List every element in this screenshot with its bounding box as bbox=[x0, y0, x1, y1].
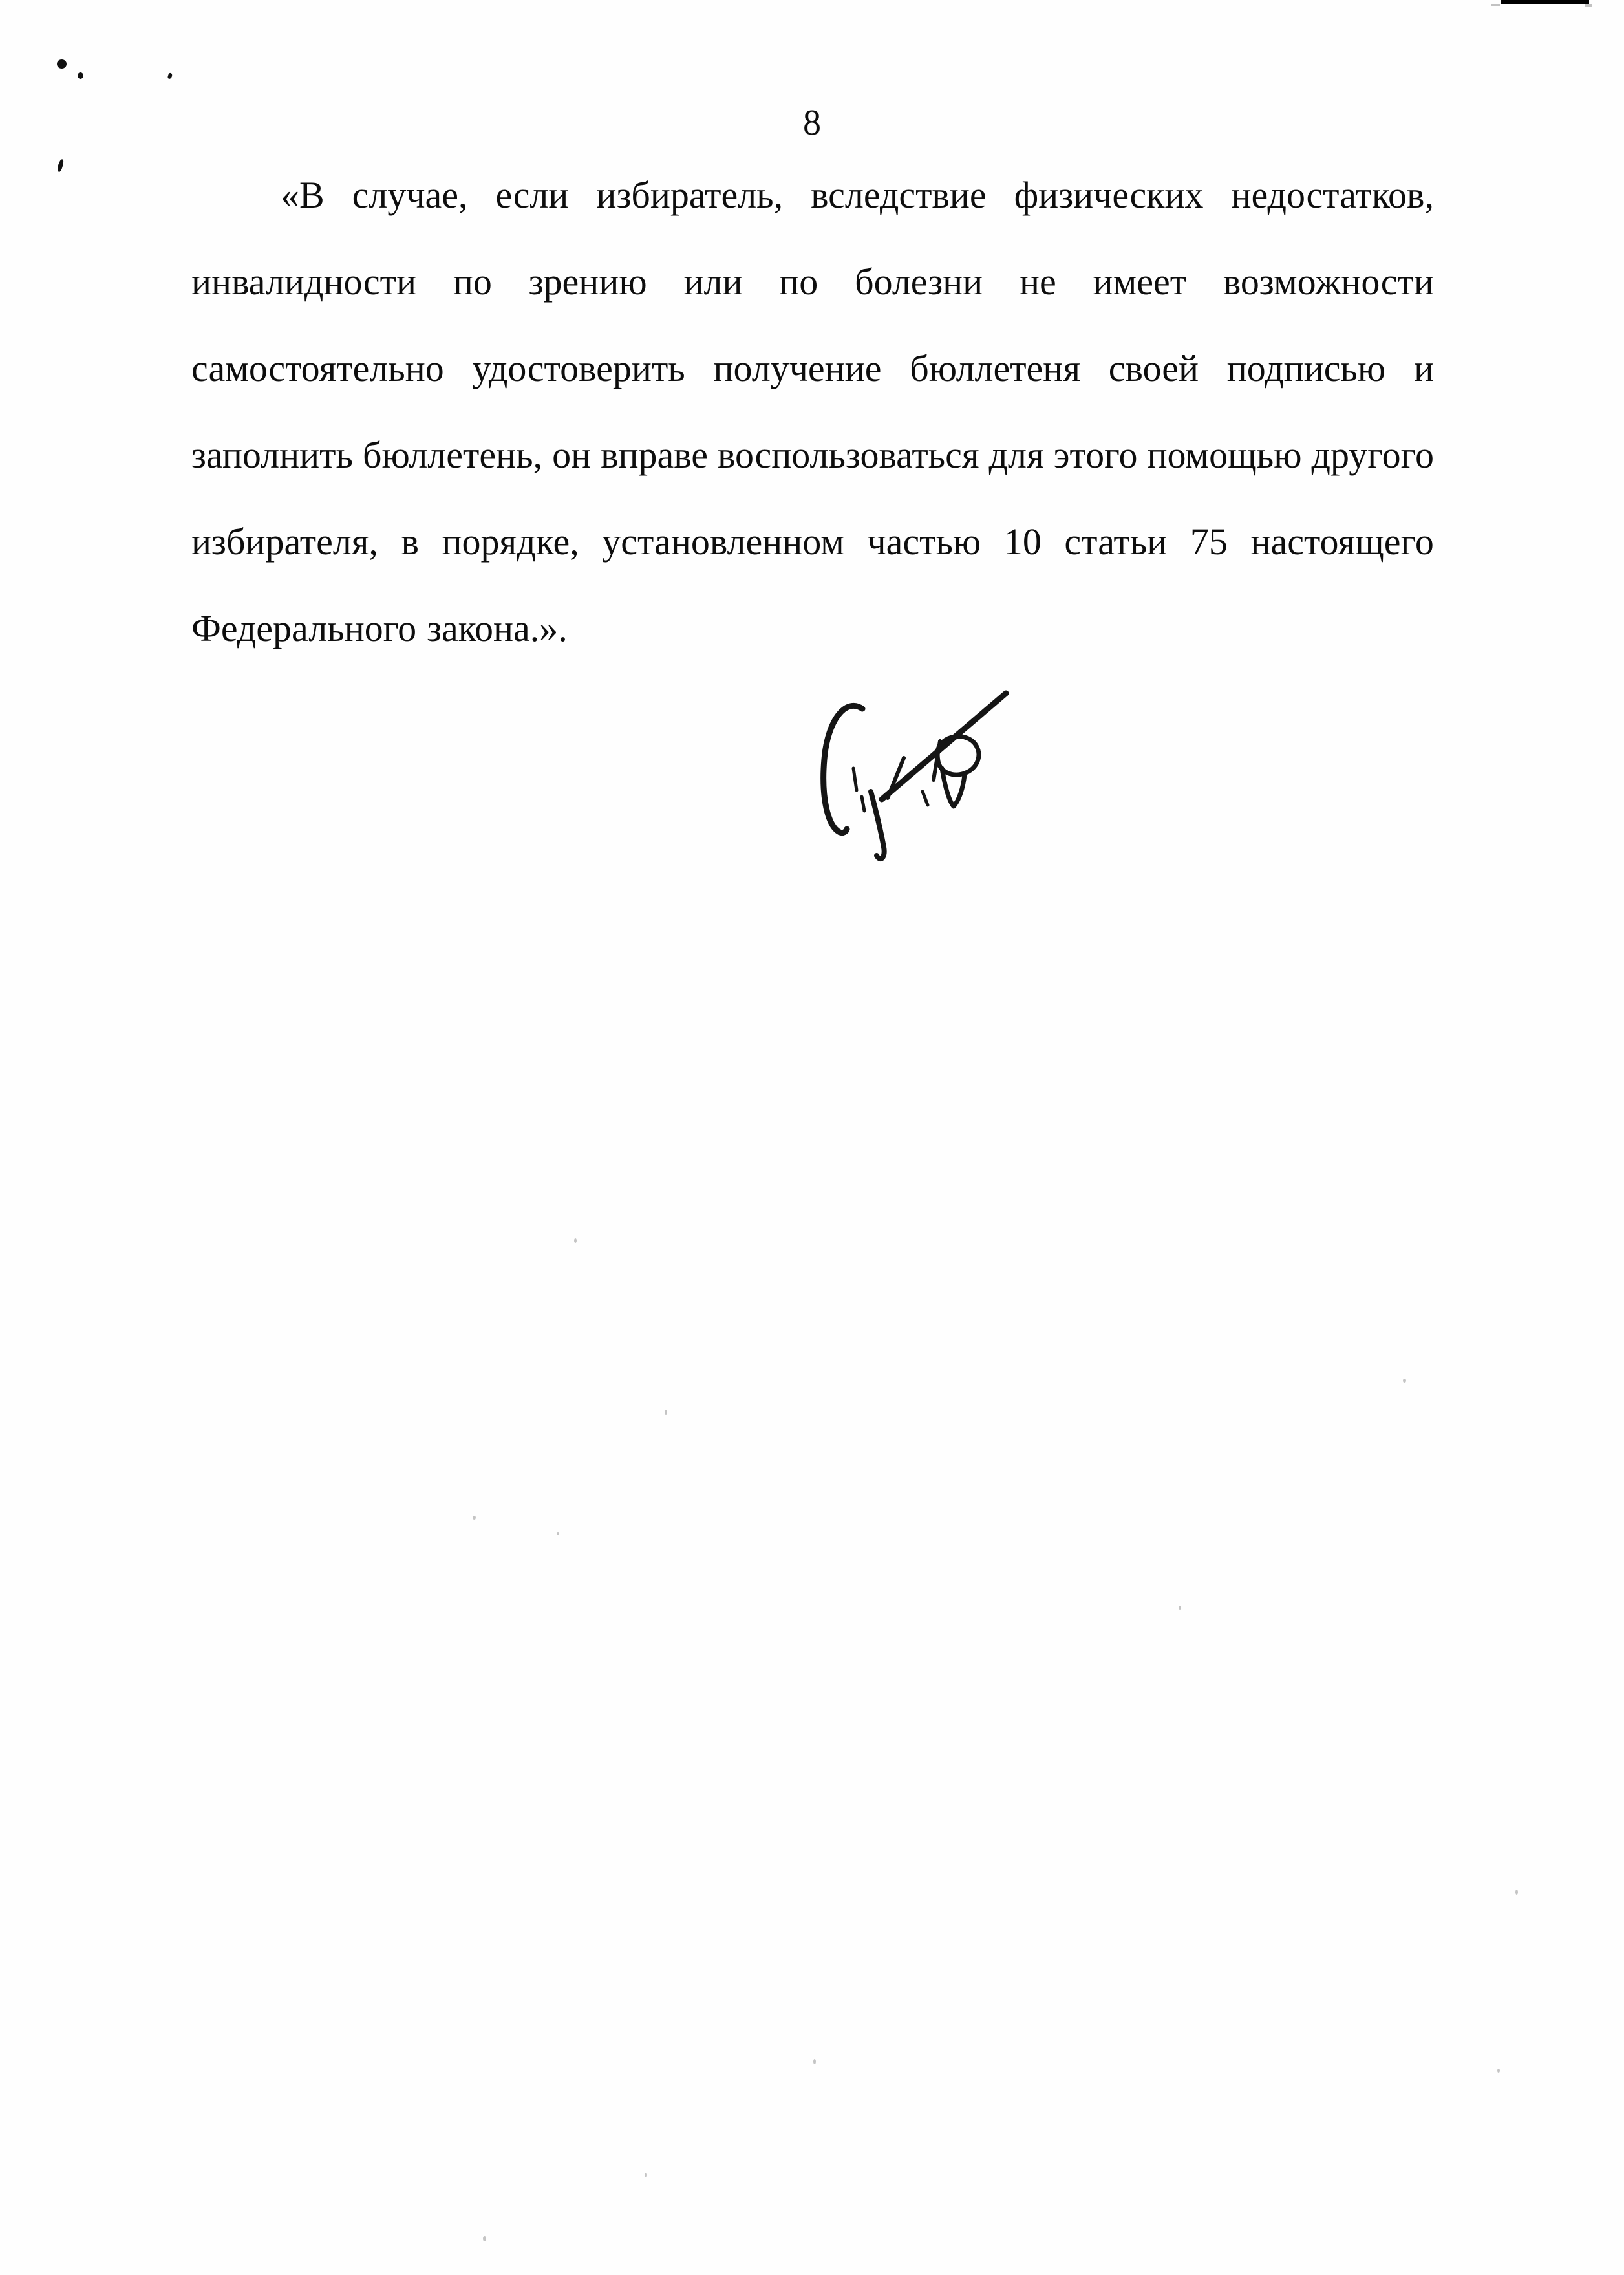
scan-speck bbox=[1403, 1379, 1406, 1383]
word: заполнить bbox=[191, 434, 353, 476]
word: закона.». bbox=[427, 607, 568, 649]
word: возможности bbox=[1223, 261, 1434, 303]
scan-speck bbox=[813, 2059, 816, 2064]
word: избирателя, bbox=[191, 521, 378, 563]
word: для bbox=[988, 434, 1044, 476]
word: вправе bbox=[601, 434, 709, 476]
scan-speck bbox=[645, 2173, 647, 2177]
word: статьи bbox=[1064, 521, 1168, 563]
word: 75 bbox=[1190, 521, 1228, 563]
word: и bbox=[1413, 347, 1434, 389]
paragraph-line bbox=[191, 387, 1434, 474]
word: имеет bbox=[1093, 261, 1187, 303]
signature-drawing bbox=[795, 683, 1015, 877]
word: зрению bbox=[528, 261, 647, 303]
word: если bbox=[495, 174, 569, 216]
word: вследствие bbox=[811, 174, 987, 216]
word: частью bbox=[867, 521, 981, 563]
word: своей bbox=[1108, 347, 1199, 389]
word: 10 bbox=[1003, 521, 1042, 563]
scan-artifact-bar bbox=[1501, 0, 1589, 4]
word: Федерального bbox=[191, 607, 417, 649]
paragraph-line bbox=[191, 474, 1434, 561]
word: удостоверить bbox=[472, 347, 685, 389]
scan-speck bbox=[473, 1516, 476, 1520]
word: он bbox=[552, 434, 592, 476]
word: болезни bbox=[855, 261, 983, 303]
word: бюллетеня bbox=[910, 347, 1081, 389]
page-number: 8 bbox=[803, 103, 821, 143]
word: недостатков, bbox=[1231, 174, 1434, 216]
word: самостоятельно bbox=[191, 347, 444, 389]
paragraph-line bbox=[191, 127, 1434, 214]
handwritten-signature bbox=[795, 683, 1015, 877]
scan-artifact-fragment bbox=[1585, 4, 1592, 7]
paragraph-line bbox=[191, 561, 1434, 647]
word: или bbox=[683, 261, 743, 303]
word: воспользоваться bbox=[718, 434, 979, 476]
word: физических bbox=[1014, 174, 1204, 216]
scan-speck bbox=[665, 1410, 667, 1415]
word: порядке, bbox=[442, 521, 579, 563]
word: «В bbox=[281, 174, 325, 216]
word: бюллетень, bbox=[362, 434, 543, 476]
word: в bbox=[401, 521, 419, 563]
scan-artifact-fragment bbox=[1491, 4, 1500, 6]
word: не bbox=[1019, 261, 1056, 303]
word: подписью bbox=[1226, 347, 1386, 389]
word: настоящего bbox=[1250, 521, 1434, 563]
ink-speck bbox=[57, 158, 65, 172]
word: другого bbox=[1311, 434, 1434, 476]
paragraph-line bbox=[191, 214, 1434, 301]
scan-speck bbox=[1515, 1890, 1518, 1895]
scan-speck bbox=[574, 1238, 577, 1243]
ink-speck bbox=[167, 72, 173, 79]
ink-speck bbox=[57, 59, 67, 69]
word: получение bbox=[713, 347, 882, 389]
word: инвалидности bbox=[191, 261, 417, 303]
word: установленном bbox=[602, 521, 844, 563]
scan-speck bbox=[1179, 1606, 1181, 1610]
word: избиратель, bbox=[596, 174, 784, 216]
word: этого bbox=[1053, 434, 1138, 476]
word: случае, bbox=[352, 174, 468, 216]
word: помощью bbox=[1147, 434, 1302, 476]
word: по bbox=[453, 261, 492, 303]
ink-speck bbox=[78, 72, 83, 79]
paragraph bbox=[191, 127, 1434, 647]
scan-speck bbox=[483, 2236, 486, 2241]
word: по bbox=[779, 261, 818, 303]
scan-speck bbox=[557, 1532, 559, 1535]
scan-speck bbox=[1497, 2069, 1500, 2073]
paragraph-line bbox=[191, 301, 1434, 387]
